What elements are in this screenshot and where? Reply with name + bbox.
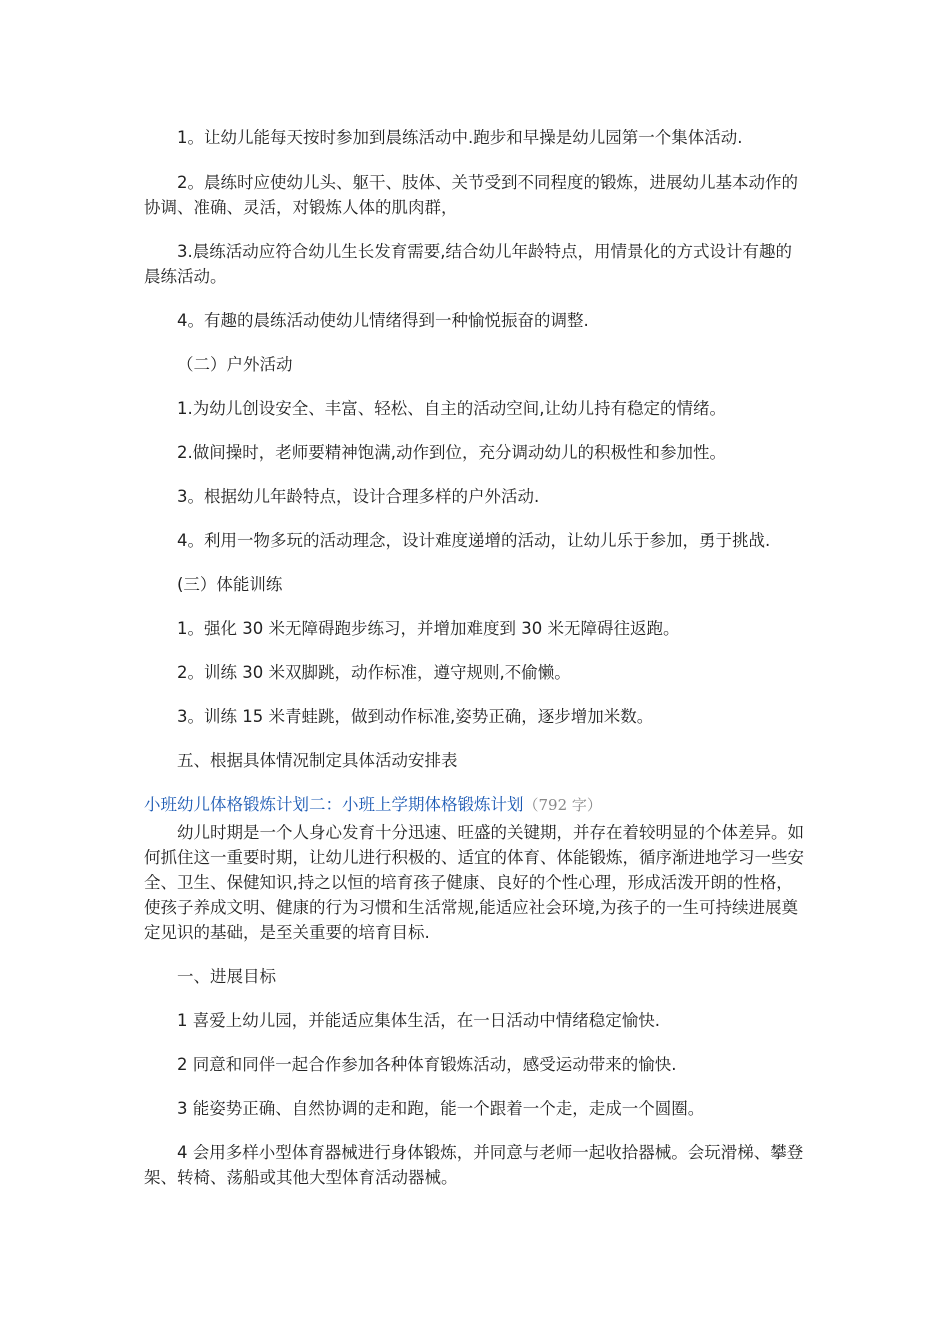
word-count: （792 字）	[523, 796, 602, 814]
section-heading: 五、根据具体情况制定具体活动安排表	[177, 751, 458, 770]
paragraph: 1。强化 30 米无障碍跑步练习，并增加难度到 30 米无障碍往返跑。	[177, 619, 680, 638]
paragraph: 3。训练 15 米青蛙跳，做到动作标准,姿势正确，逐步增加米数。	[177, 707, 654, 726]
goal-item: 3 能姿势正确、自然协调的走和跑，能一个跟着一个走，走成一个圆圈。	[177, 1099, 705, 1118]
section-heading: （二）户外活动	[177, 355, 293, 374]
paragraph: 4。利用一物多玩的活动理念，设计难度递增的活动，让幼儿乐于参加，勇于挑战.	[177, 531, 771, 550]
article-title-line	[144, 792, 844, 818]
paragraph: 2.做间操时，老师要精神饱满,动作到位，充分调动幼儿的积极性和参加性。	[177, 443, 726, 462]
section-heading: 一、进展目标	[177, 967, 276, 986]
paragraph: 4。有趣的晨练活动使幼儿情绪得到一种愉悦振奋的调整.	[177, 311, 589, 330]
goal-item: 1 喜爱上幼儿园，并能适应集体生活，在一日活动中情绪稳定愉快.	[177, 1011, 660, 1030]
paragraph: 3.晨练活动应符合幼儿生长发育需要,结合幼儿年龄特点，用情景化的方式设计有趣的晨练活动。	[144, 242, 792, 286]
goal-item: 4 会用多样小型体育器械进行身体锻炼，并同意与老师一起收拾器械。会玩滑梯、攀登架、转椅、荡船或其他大型体育活动器械。	[144, 1143, 804, 1187]
paragraph: 3。根据幼儿年龄特点，设计合理多样的户外活动.	[177, 487, 540, 506]
paragraph: 1.为幼儿创设安全、丰富、轻松、自主的活动空间,让幼儿持有稳定的情绪。	[177, 399, 726, 418]
paragraph: 1。让幼儿能每天按时参加到晨练活动中.跑步和早操是幼儿园第一个集体活动.	[177, 128, 743, 147]
section-heading: (三）体能训练	[177, 575, 283, 594]
goal-item: 2 同意和同伴一起合作参加各种体育锻炼活动，感受运动带来的愉快.	[177, 1055, 677, 1074]
intro-paragraph: 幼儿时期是一个人身心发育十分迅速、旺盛的关键期，并存在着较明显的个体差异。如何抓住这一重要时期，让幼儿进行积极的、适宜的体育、体能锻炼，循序渐进地学习一些安全、卫生、保健知识,持之以恒的培育孩子健康、良好的个性心理，形成活泼开朗的性格，使孩子养成文明、健康的行为习惯和生活常规,能适应社会环境,为孩子的一生可持续进展奠定见识的基础，是至关重要的培育目标.	[144, 823, 804, 942]
paragraph: 2。训练 30 米双脚跳，动作标准，遵守规则,不偷懒。	[177, 663, 571, 682]
paragraph: 2。晨练时应使幼儿头、躯干、肢体、关节受到不同程度的锻炼，进展幼儿基本动作的协调、准确、灵活，对锻炼人体的肌肉群，	[144, 173, 798, 217]
article-title-link[interactable]: 小班幼儿体格锻炼计划二：小班上学期体格锻炼计划	[144, 795, 524, 814]
